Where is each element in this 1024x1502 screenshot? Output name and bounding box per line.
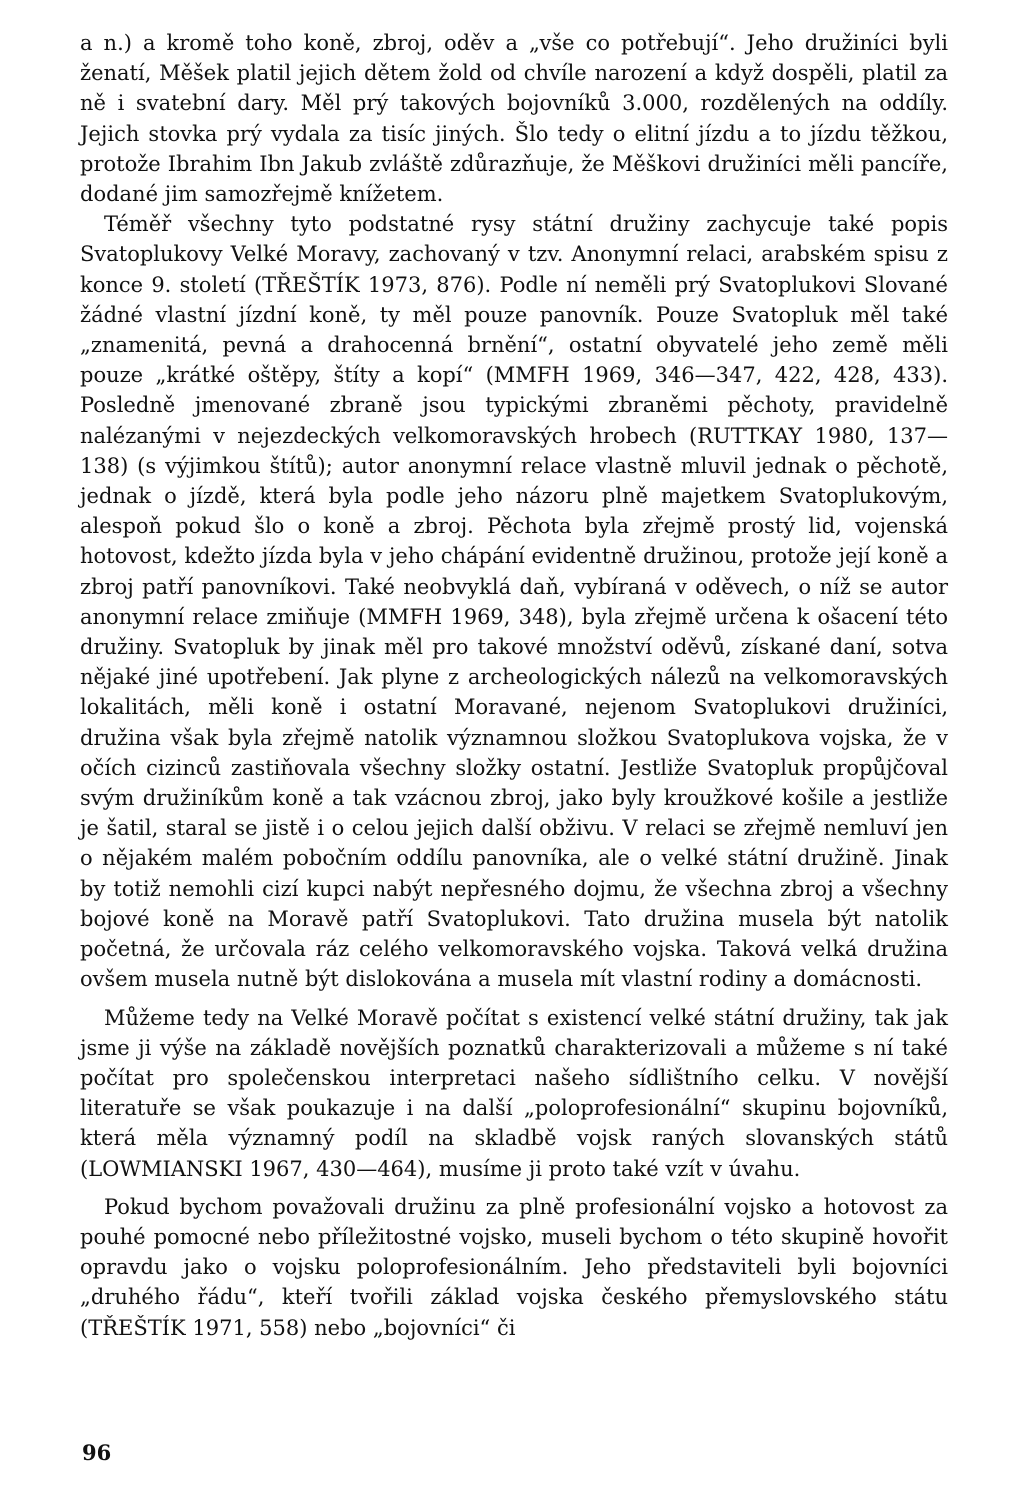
paragraph-2: Téměř všechny tyto podstatné rysy státní družiny zachycuje také popis Svatoplukovy Velké Moravy, zachovaný v tzv. Anonymní relaci, arabském spisu z konce 9. století (TŘEŠTÍK 1973, 876). Podle ní neměli prý Svatoplukovi Slované žádné vlastní jízdní koně, ty měl pouze panovník. Pouze Svatopluk měl také „znamenitá, pevná a drahocenná brnění“, ostatní obyvatelé jeho země měli pouze „krátké oštěpy, štíty a kopí“ (MMFH 1969, 346—347, 422, 428, 433). Posledně jmenované zbraně jsou typickými zbraněmi pěchoty, pravidelně nalézanými v nejezdeckých velkomoravských hrobech (RUTTKAY 1980, 137—138) (s výjimkou štítů); autor anonymní relace vlastně mluvil jednak o pěchotě, jednak o jízdě, která byla podle jeho názoru plně majetkem Svatoplukovým, alespoň pokud šlo o koně a zbroj. Pěchota byla zřejmě prostý lid, vojenská hotovost, kdežto jízda byla v jeho chápání evidentně družinou, protože její koně a zbroj patří panovníkovi. Také neobvyklá daň, vybíraná v oděvech, o níž se autor anonymní relace zmiňuje (MMFH 1969, 348), byla zřejmě určena k ošacení této družiny. Svatopluk by jinak měl pro takové množství oděvů, získané daní, sotva nějaké jiné upotřebení. Jak plyne z archeologických nálezů na velkomoravských lokalitách, měli koně i ostatní Moravané, nejenom Svatoplukovi družiníci, družina však byla zřejmě natolik významnou složkou Svatoplukova vojska, že v očích cizinců zastiňovala všechny složky ostatní. Jestliže Svatopluk propůjčoval svým družiníkům koně a tak vzácnou zbroj, jako byly kroužkové košile a jestliže je šatil, staral se jistě i o celou jejich další obživu. V relaci se zřejmě nemluví jen o nějakém malém pobočním oddílu panovníka, ale o velké státní družině. Jinak by totiž nemohli cizí kupci nabýt nepřesného dojmu, že všechna zbroj a všechny bojové koně na Moravě patří Svatoplukovi. Tato družina musela být natolik početná, že určovala ráz celého velkomoravského vojska. Taková velká družina ovšem musela nutně být dislokována a musela mít vlastní rodiny a domácnosti. (80, 212, 948, 992)
paragraph-4: Pokud bychom považovali družinu za plně profesionální vojsko a hotovost za pouhé pomocné nebo příležitostné vojsko, museli bychom o této skupině hovořit opravdu jako o vojsku poloprofesionálním. Jeho představiteli byli bojovníci „druhého řádu“, kteří tvořili základ vojska českého přemyslovského státu (TŘEŠTÍK 1971, 558) nebo „bojovníci“ či (80, 1194, 948, 1340)
page-body (80, 28, 948, 1343)
page-number: 96 (82, 1440, 112, 1465)
paragraph-3: Můžeme tedy na Velké Moravě počítat s existencí velké státní družiny, tak jak jsme ji výše na základě novějších poznatků charakterizovali a můžeme s ní také počítat pro společenskou interpretaci našeho sídlištního celku. V novější literatuře se však poukazuje i na další „poloprofesionální“ skupinu bojovníků, která měla významný podíl na skladbě vojsk raných slovanských států (LOWMIANSKI 1967, 430—464), musíme ji proto také vzít v úvahu. (80, 1005, 948, 1181)
paragraph-1: a n.) a kromě toho koně, zbroj, oděv a „vše co potřebují“. Jeho družiníci byli ženatí, Měšek platil jejich dětem žold od chvíle narození a když dospěli, platil za ně i svatební dary. Měl prý takových bojovníků 3.000, rozdělených na oddíly. Jejich stovka prý vydala za tisíc jiných. Šlo tedy o elitní jízdu a to jízdu těžkou, protože Ibrahim Ibn Jakub zvláště zdůrazňuje, že Měškovi družiníci měli pancíře, dodané jim samozřejmě knížetem. (80, 31, 948, 207)
